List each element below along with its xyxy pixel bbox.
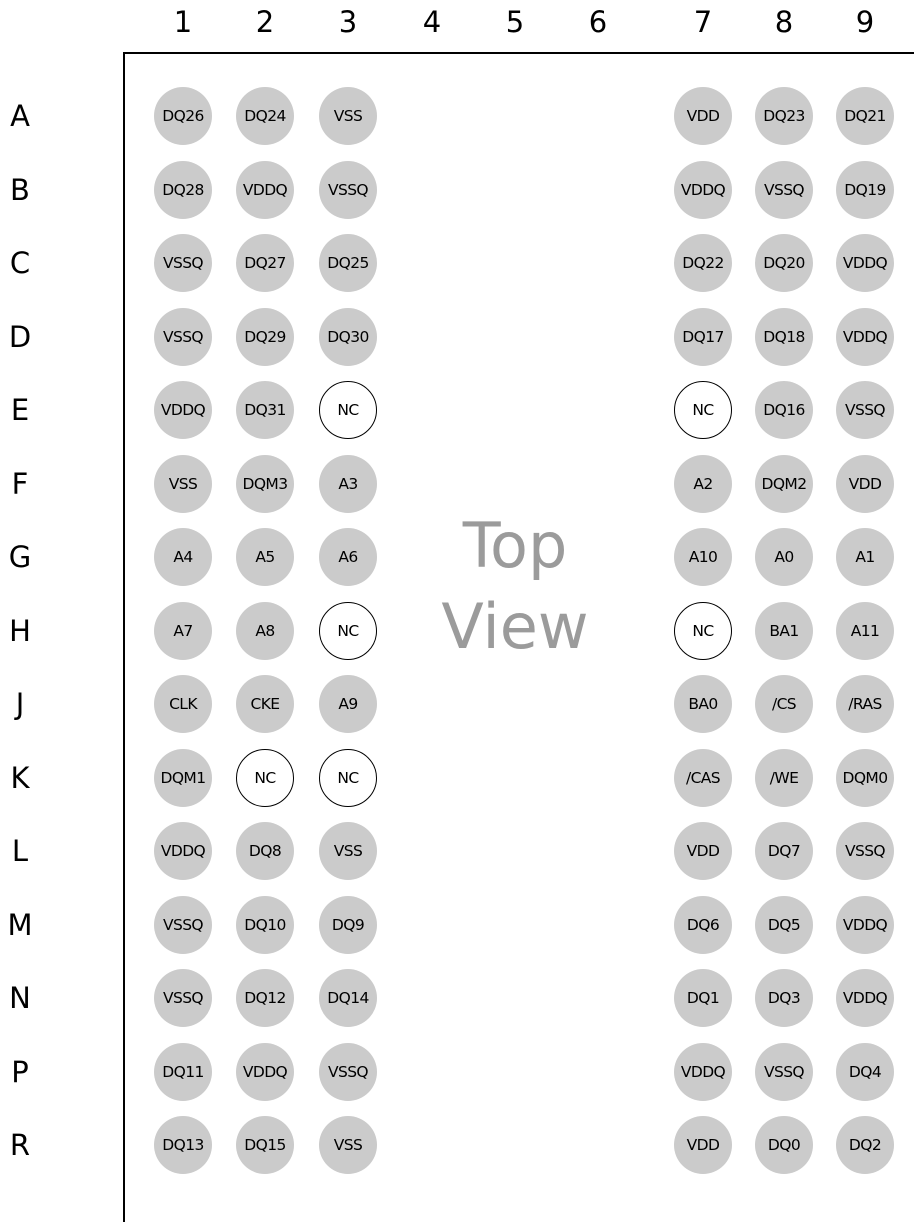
pin-j3: A9 [319,675,377,733]
pin-p1: DQ11 [154,1043,212,1101]
pin-h3: NC [319,602,377,660]
column-label-7: 7 [693,5,713,39]
pin-b9: DQ19 [836,161,894,219]
pin-n7: DQ1 [674,969,732,1027]
pin-e3: NC [319,381,377,439]
package-outline-left [123,52,125,1222]
row-label-a: A [10,99,30,133]
pin-j2: CKE [236,675,294,733]
pin-e8: DQ16 [755,381,813,439]
pin-d8: DQ18 [755,308,813,366]
pin-g3: A6 [319,528,377,586]
pin-r7: VDD [674,1116,732,1174]
row-label-f: F [11,466,29,501]
pin-c2: DQ27 [236,234,294,292]
pin-g9: A1 [836,528,894,586]
pin-h9: A11 [836,602,894,660]
column-label-4: 4 [422,5,442,39]
row-label-m: M [7,907,33,942]
pin-l7: VDD [674,822,732,880]
pin-b1: DQ28 [154,161,212,219]
pin-l3: VSS [319,822,377,880]
pin-r3: VSS [319,1116,377,1174]
pin-e1: VDDQ [154,381,212,439]
pin-k1: DQM1 [154,749,212,807]
pin-d2: DQ29 [236,308,294,366]
pin-e9: VSSQ [836,381,894,439]
pin-k9: DQM0 [836,749,894,807]
row-label-g: G [8,540,32,574]
pin-l9: VSSQ [836,822,894,880]
row-label-b: B [10,172,30,207]
row-label-d: D [8,319,32,354]
pin-n8: DQ3 [755,969,813,1027]
pin-m9: VDDQ [836,896,894,954]
pin-n1: VSSQ [154,969,212,1027]
pin-r9: DQ2 [836,1116,894,1174]
row-label-k: K [10,760,30,795]
pin-k8: /WE [755,749,813,807]
pin-d3: DQ30 [319,308,377,366]
pin-f8: DQM2 [755,455,813,513]
pin-l1: VDDQ [154,822,212,880]
pin-p3: VSSQ [319,1043,377,1101]
pin-h8: BA1 [755,602,813,660]
pin-f3: A3 [319,455,377,513]
pin-c8: DQ20 [755,234,813,292]
pin-d9: VDDQ [836,308,894,366]
pin-c7: DQ22 [674,234,732,292]
row-label-p: P [11,1054,29,1089]
pin-j9: /RAS [836,675,894,733]
pin-r2: DQ15 [236,1116,294,1174]
pin-k7: /CAS [674,749,732,807]
pin-m8: DQ5 [755,896,813,954]
pin-b2: VDDQ [236,161,294,219]
pin-m3: DQ9 [319,896,377,954]
row-label-j: J [15,687,25,721]
pin-j1: CLK [154,675,212,733]
pin-n3: DQ14 [319,969,377,1027]
pin-k3: NC [319,749,377,807]
column-label-6: 6 [588,5,608,39]
pin-f7: A2 [674,455,732,513]
pin-m7: DQ6 [674,896,732,954]
row-label-n: N [9,981,31,1015]
pin-b3: VSSQ [319,161,377,219]
row-label-e: E [10,393,30,427]
top-view-label-line2: View [441,590,589,663]
pin-p2: VDDQ [236,1043,294,1101]
pin-m1: VSSQ [154,896,212,954]
pin-r1: DQ13 [154,1116,212,1174]
pin-b7: VDDQ [674,161,732,219]
pin-k2: NC [236,749,294,807]
pin-d7: DQ17 [674,308,732,366]
pin-c3: DQ25 [319,234,377,292]
pin-b8: VSSQ [755,161,813,219]
pin-a8: DQ23 [755,87,813,145]
pin-c9: VDDQ [836,234,894,292]
row-label-r: R [9,1128,31,1162]
column-label-8: 8 [774,5,794,39]
column-label-2: 2 [255,5,275,39]
column-label-5: 5 [505,5,525,39]
pin-l2: DQ8 [236,822,294,880]
pin-g8: A0 [755,528,813,586]
pin-d1: VSSQ [154,308,212,366]
pin-h2: A8 [236,602,294,660]
pin-f2: DQM3 [236,455,294,513]
pin-m2: DQ10 [236,896,294,954]
pin-g1: A4 [154,528,212,586]
pin-f1: VSS [154,455,212,513]
pin-l8: DQ7 [755,822,813,880]
pin-f9: VDD [836,455,894,513]
pin-a9: DQ21 [836,87,894,145]
package-outline-top [123,52,914,54]
pin-a7: VDD [674,87,732,145]
pin-n2: DQ12 [236,969,294,1027]
row-label-l: L [11,834,29,868]
pin-h1: A7 [154,602,212,660]
pin-a2: DQ24 [236,87,294,145]
pin-p9: DQ4 [836,1043,894,1101]
top-view-label-line1: Top [462,509,568,582]
pin-g2: A5 [236,528,294,586]
column-label-9: 9 [855,5,875,39]
row-label-h: H [9,613,31,648]
pin-e7: NC [674,381,732,439]
pin-p7: VDDQ [674,1043,732,1101]
pin-c1: VSSQ [154,234,212,292]
pin-r8: DQ0 [755,1116,813,1174]
pin-n9: VDDQ [836,969,894,1027]
column-label-3: 3 [338,5,358,39]
pin-e2: DQ31 [236,381,294,439]
pin-g7: A10 [674,528,732,586]
pin-p8: VSSQ [755,1043,813,1101]
pin-h7: NC [674,602,732,660]
pin-j8: /CS [755,675,813,733]
pin-j7: BA0 [674,675,732,733]
row-label-c: C [9,246,31,280]
pin-a1: DQ26 [154,87,212,145]
pin-a3: VSS [319,87,377,145]
column-label-1: 1 [173,5,193,39]
